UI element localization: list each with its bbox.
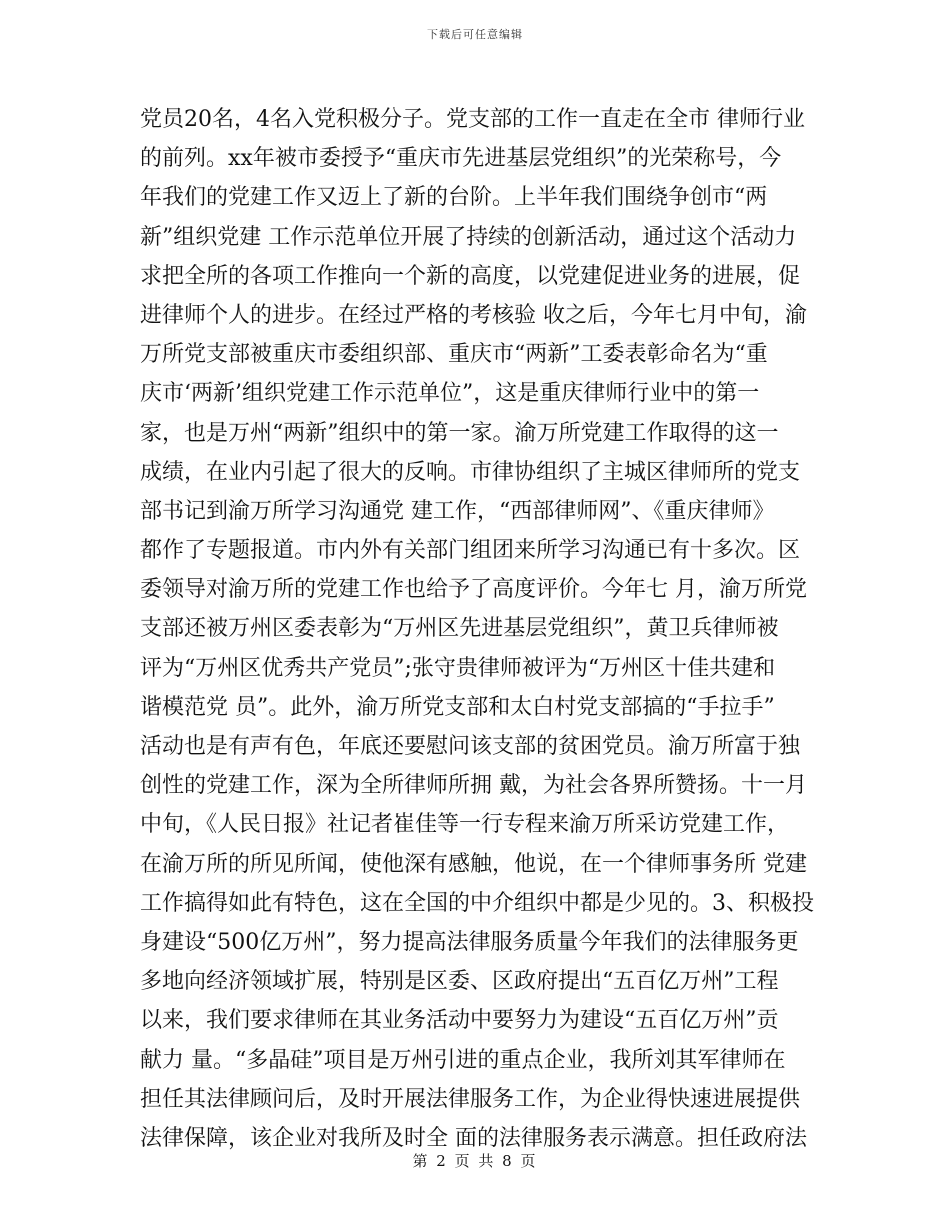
- text-line: 工作搞得如此有特色，这在全国的中介组织中都是少见的。3、积极投: [140, 890, 814, 916]
- text-line: 的前列。xx年被市委授予“重庆市先进基层党组织”的光荣称号，今: [140, 146, 782, 172]
- text-line: 以来，我们要求律师在其业务活动中要努力为建设“五百亿万州”贡: [140, 1008, 779, 1034]
- text-line: 在渝万所的所见所闻，使他深有感触，他说，在一个律师事务所 党建: [140, 851, 807, 877]
- document-body: [140, 100, 815, 1158]
- text-line: 法律保障，该企业对我所及时全 面的法律服务表示满意。担任政府法: [140, 1125, 807, 1151]
- text-line: 万所党支部被重庆市委组织部、重庆市“两新”工委表彰命名为“重: [140, 342, 768, 368]
- text-line: 评为“万州区优秀共产党员”;张守贵律师被评为“万州区十佳共建和: [140, 655, 776, 681]
- text-line: 多地向经济领域扩展，特别是区委、区政府提出“五百亿万州”工程: [140, 969, 779, 995]
- text-line: 身建设“500亿万州”，努力提高法律服务质量今年我们的法律服务更: [140, 929, 799, 955]
- text-line: 进律师个人的进步。在经过严格的考核验 收之后，今年七月中旬，渝: [140, 302, 807, 328]
- text-line: 谐模范党 员”。此外，渝万所党支部和太白村党支部搞的“手拉手”: [140, 694, 775, 720]
- text-line: 创性的党建工作，深为全所律师所拥 戴，为社会各界所赞扬。十一月: [140, 773, 807, 799]
- text-line: 活动也是有声有色，年底还要慰问该支部的贫困党员。渝万所富于独: [140, 734, 801, 759]
- text-line: 委领导对渝万所的党建工作也给予了高度评价。今年七 月，渝万所党: [140, 577, 807, 603]
- text-line: 都作了专题报道。市内外有关部门组团来所学习沟通已有十多次。区: [140, 538, 801, 564]
- text-line: 献力 量。“多晶硅”项目是万州引进的重点企业，我所刘其军律师在: [140, 1047, 786, 1073]
- text-line: 庆市‘两新’组织党建工作示范单位”，这是重庆律师行业中的第一: [140, 381, 760, 407]
- text-line: 担任其法律顾问后，及时开展法律服务工作，为企业得快速进展提供: [140, 1086, 801, 1112]
- page-header-note: 下载后可任意编辑: [427, 28, 523, 41]
- text-line: 新”组织党建 工作示范单位开展了持续的创新活动，通过这个活动力: [140, 224, 797, 250]
- text-line: 求把全所的各项工作推向一个新的高度，以党建促进业务的进展，促: [140, 263, 801, 289]
- text-line: 成绩，在业内引起了很大的反响。市律协组织了主城区律师所的党支: [140, 459, 801, 485]
- text-line: 中旬，《人民日报》社记者崔佳等一行专程来渝万所采访党建工作，: [140, 812, 790, 838]
- text-line: 党员20名，4名入党积极分子。党支部的工作一直走在全市 律师行业: [140, 107, 805, 132]
- page-number: 第 2 页 共 8 页: [412, 1152, 538, 1170]
- text-line: 支部还被万州区委表彰为“万州区先进基层党组织”，黄卫兵律师被: [140, 616, 779, 642]
- text-line: 家，也是万州“两新”组织中的第一家。渝万所党建工作取得的这一: [140, 420, 779, 446]
- text-line: 年我们的党建工作又迈上了新的台阶。上半年我们围绕争创市“两: [140, 185, 768, 211]
- text-line: 部书记到渝万所学习沟通党 建工作，“西部律师网”、《重庆律师》: [140, 498, 775, 524]
